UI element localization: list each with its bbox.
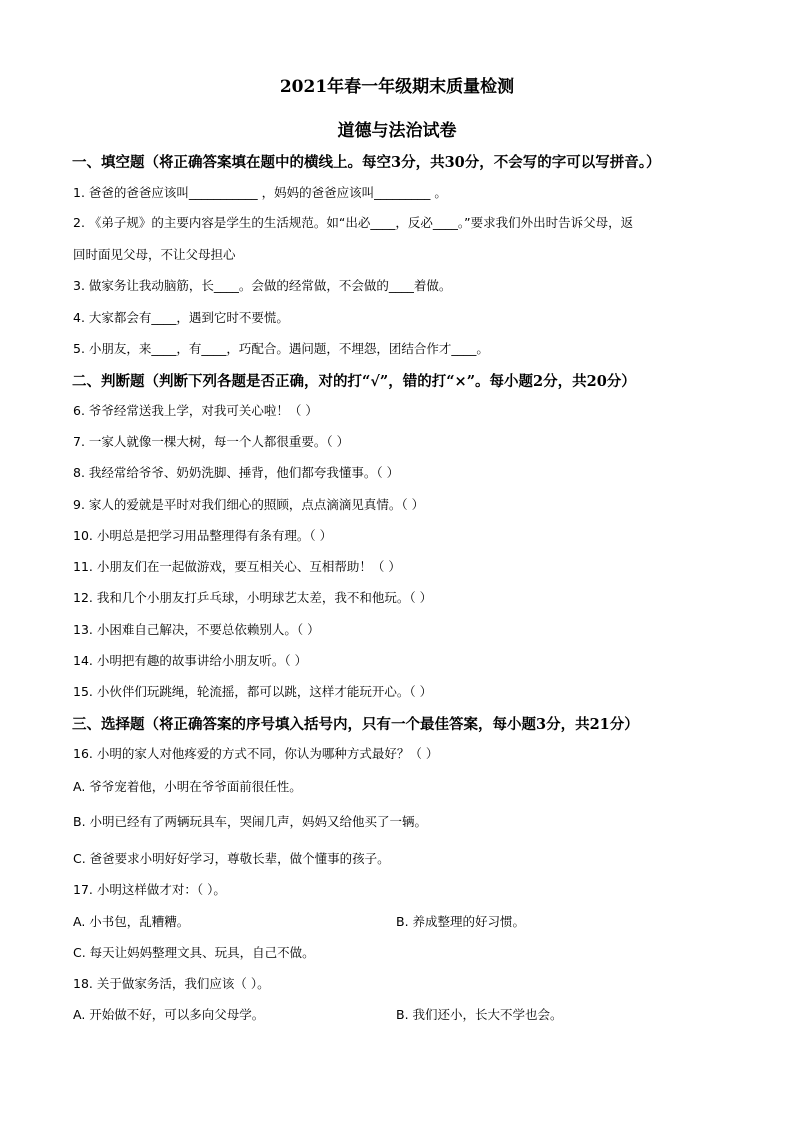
question-16-option-a: A. 爷爷宠着他，小明在爷爷面前很任性。: [73, 779, 302, 794]
question-6: 6. 爷爷经常送我上学，对我可关心啦！（ ）: [73, 403, 318, 418]
exam-subtitle: 道德与法治试卷: [337, 121, 457, 141]
section-heading-judge: 二、判断题（判断下列各题是否正确，对的打“√”，错的打“×”。每小题2分，共20分）: [72, 373, 636, 390]
question-17-option-c: C. 每天让妈妈整理文具、玩具，自己不做。: [73, 945, 315, 960]
question-2-continued: 回时面见父母，不让父母担心: [73, 247, 236, 262]
question-8: 8. 我经常给爷爷、奶奶洗脚、捶背，他们都夸我懂事。（ ）: [73, 465, 400, 480]
question-17: 17. 小明这样做才对：（ ）。: [73, 882, 226, 897]
question-9: 9. 家人的爱就是平时对我们细心的照顾，点点滴滴见真情。（ ）: [73, 497, 425, 512]
question-4: 4. 大家都会有____，遇到它时不要慌。: [73, 310, 289, 325]
question-17-option-a: A. 小书包，乱糟糟。: [73, 914, 190, 929]
section-heading-fill: 一、填空题（将正确答案填在题中的横线上。每空3分，共30分，不会写的字可以写拼音。）: [72, 154, 661, 171]
section-heading-choice: 三、选择题（将正确答案的序号填入括号内，只有一个最佳答案，每小题3分，共21分）: [72, 716, 639, 733]
exam-title: 2021年春一年级期末质量检测: [279, 77, 515, 97]
question-2: 2. 《弟子规》的主要内容是学生的生活规范。如“出必____，反必____。”要求我们外出时告诉父母，返: [73, 215, 634, 230]
question-16: 16. 小明的家人对他疼爱的方式不同，你认为哪种方式最好？（ ）: [73, 746, 439, 761]
question-18-option-b: B. 我们还小，长大不学也会。: [396, 1007, 563, 1022]
question-11: 11. 小朋友们在一起做游戏，要互相关心、互相帮助！（ ）: [73, 559, 401, 574]
question-16-option-b: B. 小明已经有了两辆玩具车，哭闹几声，妈妈又给他买了一辆。: [73, 814, 428, 829]
question-17-option-b: B. 养成整理的好习惯。: [396, 914, 526, 929]
question-18-option-a: A. 开始做不好，可以多向父母学。: [73, 1007, 265, 1022]
question-16-option-c: C. 爸爸要求小明好好学习，尊敬长辈，做个懂事的孩子。: [73, 851, 390, 866]
question-15: 15. 小伙伴们玩跳绳，轮流摇，都可以跳，这样才能玩开心。（ ）: [73, 684, 433, 699]
question-3: 3. 做家务让我动脑筋，长____。会做的经常做，不会做的____着做。: [73, 278, 452, 293]
question-18: 18. 关于做家务活，我们应该（ ）。: [73, 976, 270, 991]
question-1: 1. 爸爸的爸爸应该叫___________ ，妈妈的爸爸应该叫_________ 。: [73, 185, 447, 200]
question-5: 5. 小朋友，来____，有____，巧配合。遇问题，不埋怨，团结合作才____。: [73, 341, 489, 356]
question-13: 13. 小困难自己解决，不要总依赖别人。（ ）: [73, 622, 320, 637]
question-10: 10. 小明总是把学习用品整理得有条有理。（ ）: [73, 528, 333, 543]
question-14: 14. 小明把有趣的故事讲给小朋友听。（ ）: [73, 653, 308, 668]
question-7: 7. 一家人就像一棵大树，每一个人都很重要。（ ）: [73, 434, 350, 449]
question-12: 12. 我和几个小朋友打乒乓球，小明球艺太差，我不和他玩。（ ）: [73, 590, 433, 605]
